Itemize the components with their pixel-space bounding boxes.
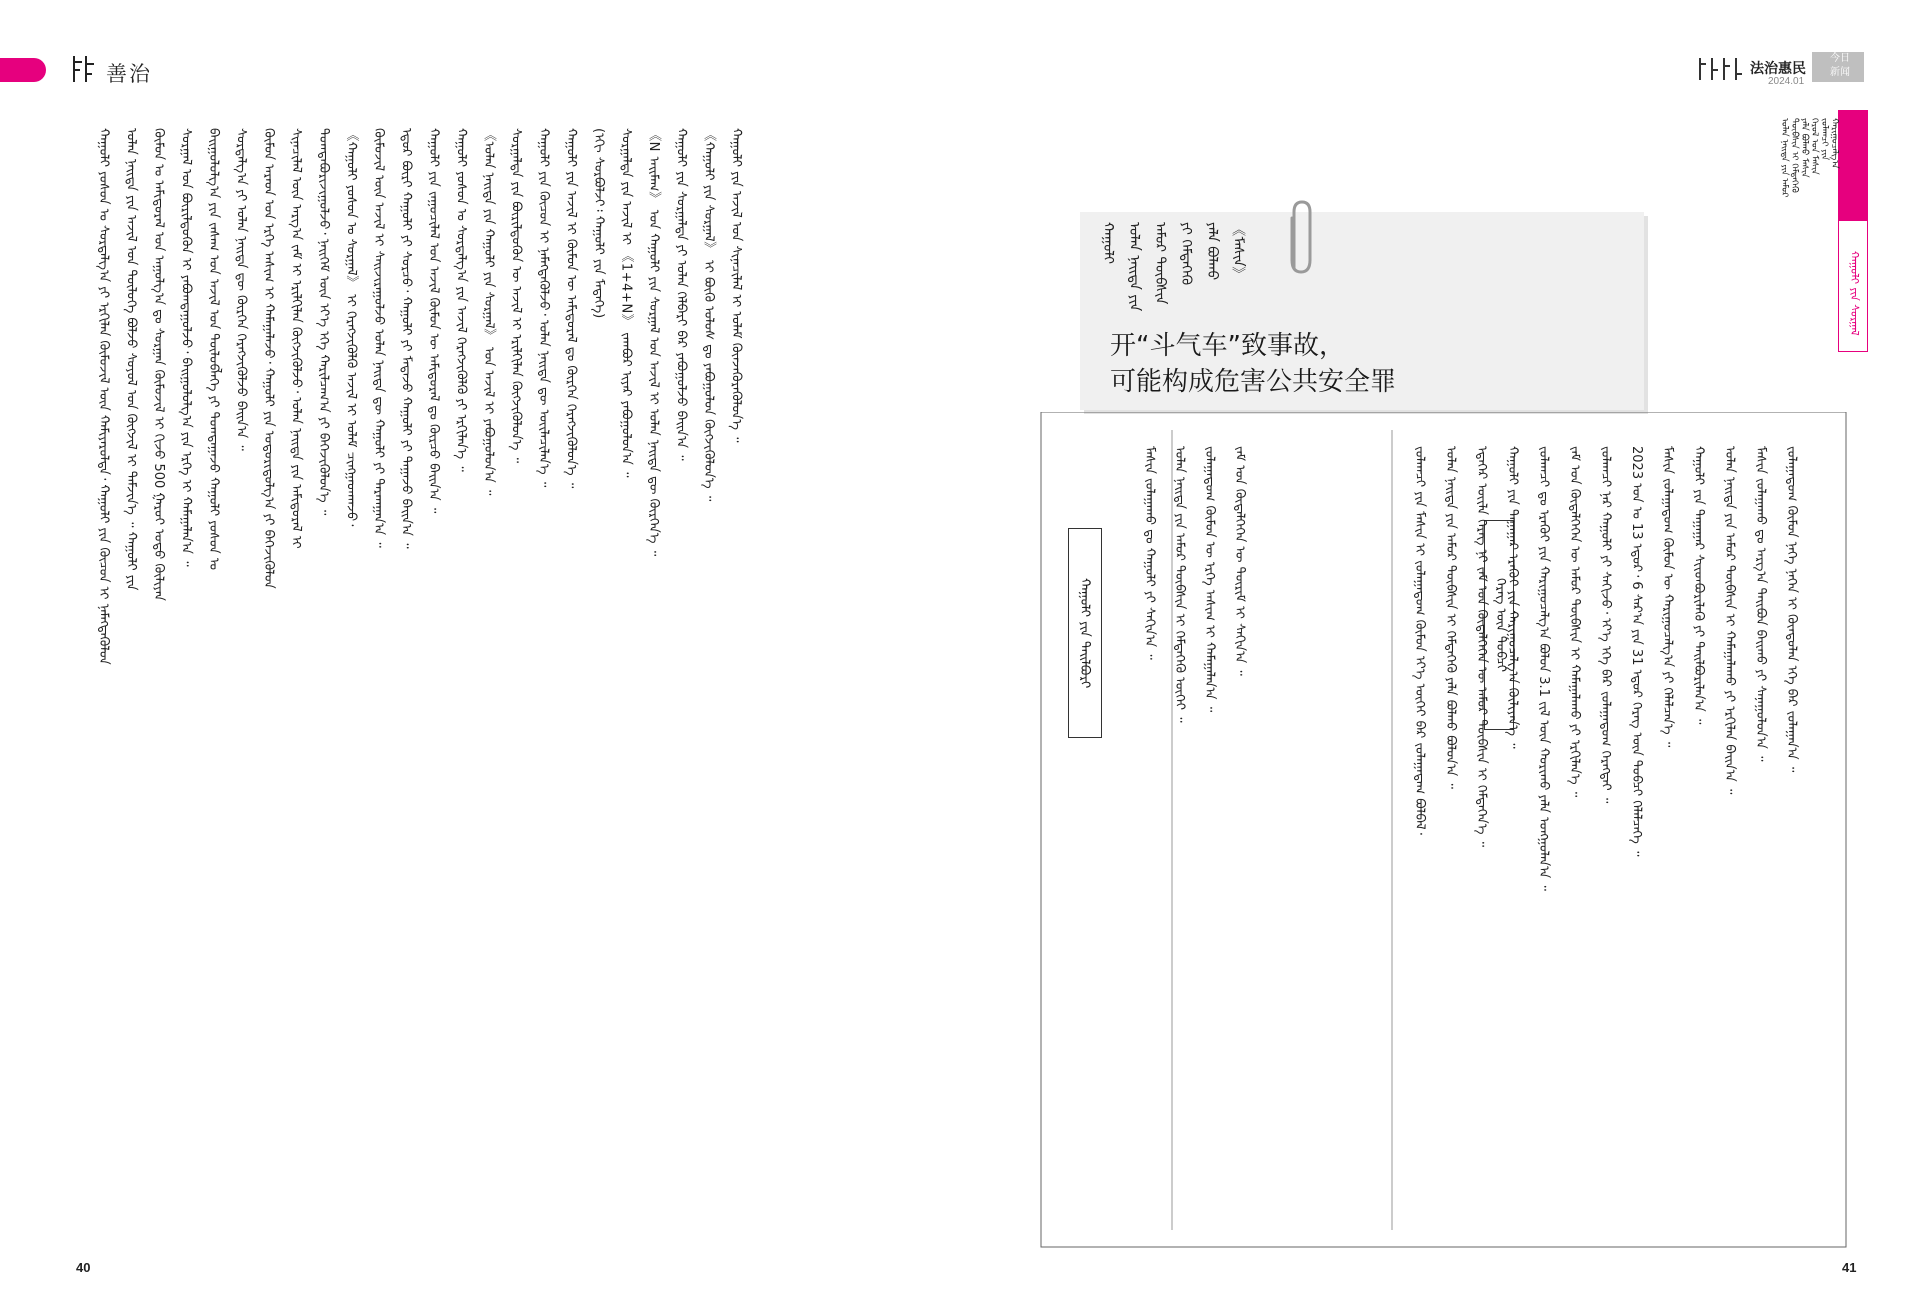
article-body-column-7: ᠵᠣᠯᠠᠭᠴᠢ ᠨᠠᠷ ᠬᠠᠭᠤᠯᠢ ᠶᠢ ᠰᠠᠬᠢᠵᠤ᠂ ᠡᠶ᠎ᠡ ᠡᠭᠡ ᠪᠡᠷ ᠵᠣᠯᠠᠭᠠᠳᠤᠭ ᠬᠡᠷᠡᠭᠲᠡᠢ ᠃: [1598, 446, 1613, 804]
side-text-column-5: ᠵᠣᠯᠠᠭᠴᠢ ᠶᠢᠨ: [1819, 118, 1829, 161]
side-text-column-2: ᠲᠦᠪᠰᠢᠨ ᠢ ᠭᠡᠮᠲᠡᠭᠡᠬᠦ: [1789, 118, 1799, 193]
card-headline-column-4: ᠶᠢ ᠭᠡᠮᠲᠡᠭᠡᠬᠦ: [1178, 222, 1194, 286]
card-headline-column-3: ᠠᠮᠤᠷ ᠲᠦᠪᠰᠢᠨ: [1152, 222, 1168, 305]
card-headline-column-1: ᠬᠠᠭᠤᠯᠢ: [1100, 222, 1116, 264]
left-text-column-13: ᠬᠠᠭᠤᠯᠢ ᠶᠢᠨ ᠵᠠᠭᠤᠴᠢᠯᠠᠯ ᠤᠨ ᠠᠵᠢᠯ ᠬᠦᠮᠦᠨ ᠦ ᠠᠮᠢᠳᠤᠷᠠᠯ ᠳᠤ ᠬᠦᠷᠴᠦ ᠪᠠᠢᠨ᠎ᠠ ᠃: [426, 128, 441, 514]
left-text-column-3: ᠬᠦᠮᠦᠨ ᠤ ᠠᠮᠢᠳᠤᠷᠠᠯ ᠤᠨ ᠠᠭᠤᠯᠭ᠎ᠠ ᠳᠤ ᠰᠤᠷᠭᠠᠨ ᠬᠦᠮᠦᠵᠢᠯ ᠢ ᠬᠢᠵᠦ 500 ᠭᠠᠷᠤᠢ ᠣᠳᠣ ᠬᠦᠯᠢᠶᠡᠨ: [151, 128, 166, 601]
left-text-column-14: ᠬᠠᠭᠤᠯᠢ ᠶᠣᠰᠣᠨ ᠤ ᠰᠤᠷᠳᠠᠯᠭ᠎ᠠ ᠶᠢᠨ ᠠᠵᠢᠯ ᠬᠡᠷᠡᠭᠵᠢᠭᠦᠯᠬᠦ ᠶᠢ ᠡᠷᠬᠢᠯᠡᠨ᠎ᠡ ᠃: [453, 128, 469, 472]
side-text-column-6: ᠬᠠᠷᠢᠭᠤᠴᠠᠯᠭ᠎ᠠ: [1829, 118, 1839, 169]
left-text-column-11: ᠬᠦᠮᠦᠵᠢᠯ ᠦᠨ ᠠᠵᠢᠯ ᠢ ᠰᠠᠢᠵᠢᠷᠠᠭᠤᠯᠵᠤ ᠣᠯᠠᠨ ᠨᠡᠢᠲᠡ ᠳᠦ ᠬᠠᠭᠤᠯᠢ ᠶᠢ ᠲᠠᠷᠬᠠᠭᠠᠨ᠎ᠠ ᠃: [371, 128, 386, 548]
left-text-column-2: ᠣᠯᠠᠨ ᠨᠡᠢᠲᠡ ᠶᠢᠨ ᠠᠵᠢᠯ ᠤᠨ ᠲᠥᠯᠦᠭᠡ ᠪᠣᠯᠵᠤ ᠰᠤᠶᠤᠯ ᠤᠨ ᠬᠥᠭᠵᠢᠯ ᠢ ᠳᠡᠮᠵᠢᠨ᠎ᠡ ᠃ ᠬᠠᠭᠤᠯᠢ ᠶᠢᠨ: [123, 128, 139, 591]
badge-line1: 今日: [1830, 53, 1850, 64]
left-text-column-10: 《ᠬᠠᠭᠤᠯᠢ ᠶᠣᠰᠣᠨ ᠤ ᠰᠤᠷᠭᠠᠯ》 ᠢ ᠬᠡᠷᠡᠭᠵᠢᠭᠦᠯᠬᠦ ᠠᠵᠢᠯ ᠢ ᠤᠯᠠᠮ ᠴᠢᠩᠭᠠᠳᠬᠠᠵᠤ᠂: [343, 128, 359, 527]
left-text-column-24: ᠬᠠᠭᠤᠯᠢ ᠶᠢᠨ ᠠᠵᠢᠯ ᠤᠨ ᠰᠢᠨᠡᠴᠢᠯᠡᠯ ᠢ ᠤᠯᠠᠮ ᠭᠦᠨᠵᠡᠭᠦᠷᠡᠭᠦᠯᠦᠨ᠎ᠡ ᠃: [728, 128, 744, 443]
article-tail-column-2: ᠣᠯᠠᠨ ᠨᠡᠢᠲᠡ ᠶᠢᠨ ᠠᠮᠤᠷ ᠲᠦᠪᠰᠢᠨ ᠢ ᠭᠡᠮᠲᠡᠭᠡᠬᠦ ᠦᠭᠡᠢ ᠃: [1172, 446, 1187, 723]
article-body-column-1: ᠵᠣᠯᠠᠭᠴᠢ ᠶᠢᠨ ᠮᠠᠰᠢᠨ ᠢ ᠵᠣᠯᠠᠭᠠᠳᠤᠭ ᠬᠦᠮᠦᠨ ᠡᠶ᠎ᠡ ᠦᠭᠡᠢ ᠪᠡᠷ ᠵᠣᠯᠠᠭᠠᠳᠠᠭ ᠪᠣᠯᠪᠠᠯ᠂: [1412, 446, 1427, 835]
article-body-column-6: ᠵᠠᠮ ᠤᠨ ᠬᠥᠳᠡᠯᠭᠡᠭᠡᠨ ᠦ ᠠᠮᠤᠷ ᠲᠦᠪᠰᠢᠨ ᠢ ᠬᠠᠮᠠᠭᠠᠯᠠᠬᠤ ᠶᠢ ᠡᠷᠬᠢᠯᠡᠨ᠎ᠡ ᠃: [1567, 446, 1582, 798]
article-body-column-4: ᠬᠠᠭᠤᠯᠢ ᠶᠢᠨ ᠳᠠᠭᠠᠭᠠᠷ ᠡᠷᠡᠬᠦᠢ ᠶᠢᠨ ᠬᠠᠷᠢᠭᠤᠴᠠᠯᠭ᠎ᠠ ᠬᠦᠯᠢᠶᠡᠨ᠎ᠡ ᠃: [1505, 446, 1520, 749]
left-text-column-18: ᠬᠠᠭᠤᠯᠢ ᠶᠢᠨ ᠠᠵᠢᠯ ᠢ ᠬᠦᠮᠦᠨ ᠦ ᠠᠮᠢᠳᠤᠷᠠᠯ ᠳᠤ ᠬᠦᠷᠭᠡᠨ ᠬᠡᠷᠡᠭᠵᠢᠭᠦᠯᠦᠨ᠎ᠡ ᠃: [563, 128, 579, 489]
card-headline-column-6: 《ᠮᠠᠰᠢᠨ》: [1230, 222, 1246, 282]
article-body-column-2: ᠣᠯᠠᠨ ᠨᠡᠢᠲᠡ ᠶᠢᠨ ᠠᠮᠤᠷ ᠲᠦᠪᠰᠢᠨ ᠢ ᠭᠡᠮᠲᠡᠭᠡᠬᠦ ᠶᠠᠯᠠ ᠪᠣᠯᠬᠤ ᠪᠣᠯᠤᠨ᠎ᠠ ᠃: [1443, 446, 1458, 789]
card-headline-column-5: ᠶᠠᠯᠠ ᠪᠣᠯᠬᠤ: [1204, 222, 1220, 281]
left-text-column-4: ᠰᠤᠷᠭᠠᠯ ᠤᠨ ᠪᠦᠷᠢᠯᠳᠦᠭᠦᠨ ᠢ ᠶᠠᠪᠤᠭᠳᠠᠭᠤᠯᠵᠤ᠂ ᠪᠠᠢᠭᠤᠯᠤᠯᠭ᠎ᠠ ᠶᠢᠨ ᠡᠷᠬᠡ ᠢ ᠬᠠᠮᠠᠭᠠᠯᠠᠨ᠎ᠠ ᠃: [178, 128, 194, 567]
article-tail-column-4: ᠵᠠᠮ ᠤᠨ ᠬᠥᠳᠡᠯᠭᠡᠭᠡᠨ ᠦ ᠳᠦᠷᠢᠮ ᠢ ᠰᠠᠬᠢᠨ᠎ᠠ ᠃: [1232, 446, 1247, 676]
section-heading-2: ᠬᠠᠭᠤᠯᠢ ᠶᠢᠨ ᠲᠠᠢᠯᠪᠤᠷᠢ: [1068, 528, 1102, 738]
left-text-column-23: 《ᠬᠠᠭᠤᠯᠢ ᠶᠢᠨ ᠰᠤᠷᠭᠠᠯ》 ᠢ ᠪᠦᠬᠦ ᠤᠯᠤᠰ ᠳᠤ ᠶᠠᠪᠤᠭᠤᠯᠤᠨ ᠬᠥᠭᠵᠢᠭᠦᠯᠦᠨ᠎ᠡ ᠃: [701, 128, 716, 502]
article-body-column-8: 2023 ᠣᠨ ᠤ 13 ᠡᠳᠦᠷ᠂ 6 ᠰᠠᠷ᠎ᠠ ᠶᠢᠨ 31 ᠡᠳᠦᠷ ᠬᠡᠷᠡᠭ ᠦᠨ ᠲᠣᠪᠴᠢ ᠬᠡᠯᠡᠯᠴᠡᠭᠡ ᠃: [1629, 446, 1644, 857]
left-text-column-8: ᠰᠢᠨᠡᠴᠢᠯᠡᠯ ᠦᠨ ᠠᠷᠭ᠎ᠠ ᠵᠠᠮ ᠢ ᠡᠷᠢᠯᠬᠢᠯᠡᠨ ᠬᠥᠭᠵᠢᠭᠦᠯᠵᠦ᠂ ᠣᠯᠠᠨ ᠨᠡᠢᠲᠡ ᠶᠢᠨ ᠠᠮᠢᠳᠤᠷᠠᠯ ᠢ: [288, 128, 304, 549]
article-body-column-9: ᠮᠠᠰᠢᠨ ᠵᠣᠯᠠᠭᠠᠳᠤᠭ ᠬᠦᠮᠦᠨ ᠦ ᠬᠠᠷᠢᠭᠤᠴᠠᠯᠭ᠎ᠠ ᠶᠢ ᠬᠡᠯᠡᠯᠴᠡᠨ᠎ᠡ ᠃: [1660, 446, 1675, 748]
article-body-column-10: ᠬᠠᠭᠤᠯᠢ ᠶᠢᠨ ᠳᠠᠭᠠᠭᠠᠷ ᠰᠢᠢᠳᠪᠦᠷᠢᠯᠡᠬᠦ ᠶᠢ ᠲᠠᠢᠯᠪᠤᠷᠢᠯᠠᠨ᠎ᠠ ᠃: [1691, 446, 1706, 725]
masthead-date: 2024.01: [1768, 76, 1805, 87]
left-text-column-9: ᠲᠣᠭᠲᠠᠪᠤᠷᠢᠵᠢᠭᠤᠯᠵᠤ᠂ ᠨᠡᠢᠭᠡᠮ ᠦᠨ ᠡᠶ᠎ᠡ ᠡᠭᠡ ᠬᠠᠷᠢᠯᠴᠠᠭ᠎ᠠ ᠶᠢ ᠪᠡᠬᠡᠵᠢᠭᠦᠯᠦᠨ᠎ᠡ ᠃: [316, 128, 331, 516]
left-text-column-5: ᠪᠠᠢᠭᠤᠯᠤᠯᠭ᠎ᠠ ᠶᠢᠨ ᠵᠠᠰᠠᠭ ᠤᠨ ᠠᠵᠢᠯ ᠤᠨ ᠲᠥᠯᠦᠪᠯᠡᠭᠡ ᠶᠢ ᠲᠣᠭᠲᠠᠭᠠᠵᠤ ᠬᠠᠭᠤᠯᠢ ᠶᠣᠰᠣᠨ ᠤ: [206, 128, 221, 570]
article-body-column-13: ᠵᠣᠯᠠᠭᠠᠳᠤᠭ ᠬᠦᠮᠦᠨ ᠨᠡᠭᠡ ᠨᠡᠭᠡᠨ ᠢ ᠬᠦᠨᠳᠦᠯᠡᠨ ᠡᠭᠡ ᠪᠡᠷ ᠵᠣᠯᠠᠭᠠᠨ᠎ᠠ ᠃: [1784, 446, 1799, 773]
headline-line-2: 可能构成危害公共安全罪: [1110, 367, 1397, 397]
masthead-title: 法治惠民: [1750, 61, 1806, 77]
badge-line2: 新闻: [1830, 67, 1850, 78]
column-label-box: [1839, 111, 1867, 221]
section-heading-1: ᠬᠡᠷᠡᠭ ᠦᠨ ᠲᠣᠪᠴᠢ: [1484, 520, 1514, 730]
mongolian-masthead-glyph-icon: [1694, 56, 1746, 82]
left-text-column-19: (ᠡᠬᠢ ᠰᠤᠷᠪᠤᠯᠵᠢ᠄ ᠬᠠᠭᠤᠯᠢ ᠶᠢᠨ ᠮᠡᠳᠡᠭᠡ): [591, 128, 606, 319]
article-body-column-12: ᠮᠠᠰᠢᠨ ᠵᠣᠯᠠᠭᠠᠬᠤ ᠳᠤ ᠠᠷᠭ᠎ᠠ ᠲᠠᠢᠪᠤᠨ ᠪᠠᠢᠬᠤ ᠶᠢ ᠰᠠᠨᠠᠭᠤᠯᠤᠨ᠎ᠠ ᠃: [1753, 446, 1768, 762]
article-body-column-11: ᠣᠯᠠᠨ ᠨᠡᠢᠲᠡ ᠶᠢᠨ ᠠᠮᠤᠷ ᠲᠦᠪᠰᠢᠨ ᠢ ᠬᠠᠮᠠᠭᠠᠯᠠᠬᠤ ᠶᠢ ᠡᠷᠬᠢᠯᠡᠨ ᠪᠠᠢᠨ᠎ᠠ ᠃: [1722, 446, 1737, 795]
section-tab: [0, 58, 46, 82]
mongolian-title-glyph-icon: [66, 52, 102, 88]
column-label-caption: ᠬᠠᠭᠤᠯᠢ ᠶᠢᠨ ᠰᠤᠷᠭᠠᠯ: [1848, 251, 1861, 336]
right-page: [960, 0, 1920, 1312]
headline-line-1: 开“斗气车”致事故，: [1110, 331, 1345, 361]
article-tail-column-1: ᠮᠠᠰᠢᠨ ᠵᠣᠯᠠᠭᠠᠬᠤ ᠳᠤ ᠬᠠᠭᠤᠯᠢ ᠶᠢ ᠰᠠᠬᠢᠨ᠎ᠠ ᠃: [1142, 446, 1157, 660]
column-label: [1838, 110, 1868, 352]
left-text-column-7: ᠬᠦᠮᠦᠨ ᠠᠷᠠᠳ ᠤᠨ ᠡᠷᠬᠡ ᠠᠰᠢᠭ ᠢ ᠬᠠᠮᠠᠭᠠᠯᠠᠵᠤ᠂ ᠬᠠᠭᠤᠯᠢ ᠶᠢᠨ ᠤᠳᠤᠷᠢᠳᠤᠯᠭ᠎ᠠ ᠶᠢ ᠪᠡᠬᠡᠵᠢᠭᠦᠯᠦᠨ: [261, 128, 276, 589]
section-title: 善治: [106, 62, 152, 86]
article-tail-column-3: ᠵᠣᠯᠠᠭᠠᠳᠤᠭ ᠬᠦᠮᠦᠨ ᠦ ᠡᠷᠬᠡ ᠠᠰᠢᠭ ᠢ ᠬᠠᠮᠠᠭᠠᠯᠠᠨ᠎ᠠ ᠃: [1202, 446, 1217, 713]
left-text-column-21: 《N ᠠᠢᠮᠠᠭ》 ᠤᠨ ᠬᠠᠭᠤᠯᠢ ᠶᠢᠨ ᠰᠤᠷᠭᠠᠯ ᠤᠨ ᠠᠵᠢᠯ ᠢ ᠣᠯᠠᠨ ᠨᠡᠢᠲᠡ ᠳᠦ ᠬᠦᠷᠭᠡᠨ᠎ᠡ ᠃: [646, 128, 661, 557]
left-text-column-22: ᠬᠠᠭᠤᠯᠢ ᠶᠢᠨ ᠰᠤᠷᠭᠠᠯᠲᠠ ᠶᠢ ᠣᠯᠠᠨ ᠬᠡᠯᠪᠡᠷᠢ ᠪᠡᠷ ᠶᠠᠪᠤᠭᠤᠯᠵᠤ ᠪᠠᠢᠨ᠎ᠠ ᠃: [673, 128, 689, 461]
side-text-column-3: ᠶᠠᠯᠠ ᠪᠣᠯᠬᠤ ᠮᠠᠰᠢᠨ: [1799, 118, 1809, 178]
page-number: 40: [76, 1260, 91, 1275]
card-headline-column-2: ᠣᠯᠠᠨ ᠨᠡᠢᠲᠡ ᠶᠢᠨ: [1126, 222, 1142, 312]
left-text-column-20: ᠰᠤᠷᠭᠠᠯᠲᠠ ᠶᠢᠨ ᠠᠵᠢᠯ ᠢ 《1+4+N》 ᠵᠠᠭᠪᠤᠷ ᠢᠶᠠᠷ ᠶᠠᠪᠤᠭᠤᠯᠤᠨ᠎ᠠ ᠃: [618, 128, 634, 478]
page-number: 41: [1842, 1260, 1857, 1275]
article-body-column-3: ᠡᠳᠡᠭᠡᠷ ᠦᠢᠯᠡ ᠬᠡᠷᠡᠭ ᠨᠢ ᠵᠠᠮ ᠤᠨ ᠬᠥᠳᠡᠯᠭᠡᠭᠡᠨ ᠦ ᠠᠮᠤᠷ ᠲᠦᠪᠰᠢᠨ ᠢ ᠭᠡᠮᠲᠡᠭᠡᠨ᠎ᠡ ᠃: [1474, 446, 1489, 848]
article-body-column-5: ᠵᠣᠯᠠᠭᠴᠢ ᠳᠤ ᠡᠷᠡᠬᠦᠢ ᠶᠢᠨ ᠬᠠᠷᠢᠭᠤᠴᠠᠯᠭ᠎ᠠ ᠪᠣᠯᠤᠨ 3.1 ᠵᠢᠯ ᠦᠨ ᠬᠣᠷᠢᠬᠤ ᠶᠠᠯᠠ ᠣᠩᠭᠣᠯᠠᠨ᠎ᠠ ᠃: [1536, 446, 1551, 891]
masthead-badge: [1812, 52, 1864, 82]
left-text-column-12: ᠡᠳᠦᠷ ᠪᠦᠷᠢ ᠬᠠᠭᠤᠯᠢ ᠶᠢ ᠰᠤᠷᠴᠤ᠂ ᠬᠠᠭᠤᠯᠢ ᠶᠢ ᠮᠡᠳᠡᠵᠦ ᠬᠠᠭᠤᠯᠢ ᠶᠢ ᠳᠠᠭᠠᠵᠤ ᠪᠠᠢᠨ᠎ᠠ ᠃: [398, 128, 414, 549]
left-text-column-15: 《ᠣᠯᠠᠨ ᠨᠡᠢᠲᠡ ᠶᠢᠨ ᠬᠠᠭᠤᠯᠢ ᠶᠢᠨ ᠰᠤᠷᠭᠠᠯ》 ᠤᠨ ᠠᠵᠢᠯ ᠢ ᠶᠠᠪᠤᠭᠤᠯᠤᠨ᠎ᠠ ᠃: [481, 128, 496, 496]
side-text-column-1: ᠣᠯᠠᠨ ᠨᠡᠢᠲᠡ ᠶᠢᠨ ᠠᠮᠤᠷ: [1779, 118, 1789, 198]
left-text-column-17: ᠬᠠᠭᠤᠯᠢ ᠶᠢᠨ ᠬᠦᠴᠦᠨ ᠢ ᠨᠡᠮᠡᠭᠳᠡᠭᠦᠯᠵᠦ᠂ ᠣᠯᠠᠨ ᠨᠡᠢᠲᠡ ᠳᠦ ᠦᠢᠯᠡᠴᠢᠯᠡᠨ᠎ᠡ ᠃: [536, 128, 551, 488]
side-text-column-4: ᠬᠡᠷᠦᠯ ᠤᠨ ᠮᠠᠰᠢᠨ: [1809, 118, 1819, 175]
headline-chinese: [1110, 328, 1396, 400]
left-text-column-6: ᠰᠤᠷᠳᠠᠯᠭ᠎ᠠ ᠶᠢ ᠣᠯᠠᠨ ᠨᠡᠢᠲᠡ ᠳᠦ ᠬᠦᠷᠭᠡᠨ ᠬᠡᠷᠡᠭᠵᠢᠭᠦᠯᠵᠦ ᠪᠠᠢᠨ᠎ᠠ ᠃: [233, 128, 249, 451]
paperclip-icon: [1286, 198, 1316, 278]
left-text-column-16: ᠰᠤᠷᠭᠠᠯᠲᠠ ᠶᠢᠨ ᠪᠦᠷᠢᠯᠳᠦᠭᠦᠨ ᠦ ᠠᠵᠢᠯ ᠢ ᠡᠷᠢᠯᠬᠢᠯᠡᠨ ᠬᠥᠭᠵᠢᠭᠦᠯᠦᠨ᠎ᠡ ᠃: [508, 128, 524, 464]
left-text-column-1: ᠬᠠᠭᠤᠯᠢ ᠶᠣᠰᠣᠨ ᠤ ᠰᠤᠷᠳᠠᠯᠭ᠎ᠠ ᠶᠢ ᠡᠷᠬᠢᠯᠡᠨ ᠬᠦᠮᠦᠵᠢᠯ ᠦᠨ ᠬᠠᠮᠢᠶᠠᠷᠤᠯᠲᠠ᠂ ᠬᠠᠭᠤᠯᠢ ᠶᠢᠨ ᠬᠦᠴᠦᠨ ᠢ ᠨᠡᠮᠡᠭᠳᠡᠭᠦᠯᠦᠨ: [96, 128, 111, 665]
